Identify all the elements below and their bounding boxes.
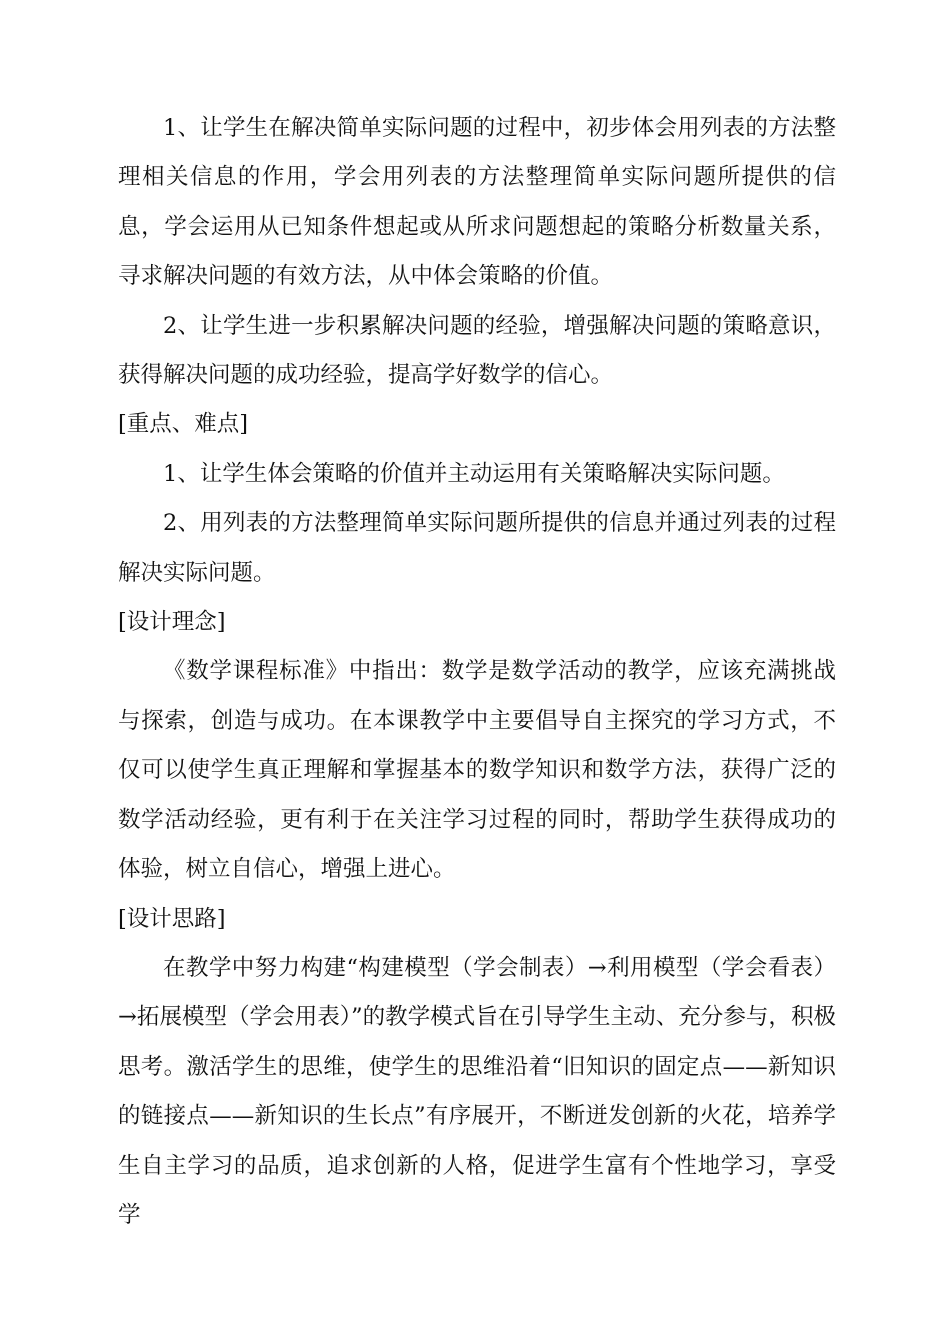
design-concept-heading: [设计理念] — [118, 609, 226, 636]
document-page — [118, 104, 836, 1240]
design-concept-paragraph: 《数学课程标准》中指出：数学是数学活动的教学，应该充满挑战与探索，创造与成功。在本课教学中主要倡导自主探究的学习方式，不仅可以使学生真正理解和掌握基本的数学知识和数学方法，获得广泛的数学活动经验，更有利于在关注学习过程的同时，帮助学生获得成功的体验，树立自信心，增强上进心。 — [118, 658, 836, 883]
design-approach-paragraph: 在教学中努力构建“构建模型（学会制表）→利用模型（学会看表）→拓展模型（学会用表）”的教学模式旨在引导学生主动、充分参与，积极思考。激活学生的思维，使学生的思维沿着“旧知识的固定点——新知识的链接点——新知识的生长点”有序展开，不断迸发创新的火花，培养学生自主学习的品质，追求创新的人格，促进学生富有个性地学习，享受学 — [118, 954, 836, 1228]
key-points-heading: [重点、难点] — [118, 411, 249, 438]
objective-paragraph-2: 2、让学生进一步积累解决问题的经验，增强解决问题的策略意识，获得解决问题的成功经验，提高学好数学的信心。 — [118, 312, 836, 389]
key-point-1: 1、让学生体会策略的价值并主动运用有关策略解决实际问题。 — [163, 460, 785, 487]
objective-paragraph-1: 1、让学生在解决简单实际问题的过程中，初步体会用列表的方法整理相关信息的作用，学会用列表的方法整理简单实际问题所提供的信息，学会运用从已知条件想起或从所求问题想起的策略分析数量关系，寻求解决问题的有效方法，从中体会策略的价值。 — [118, 115, 836, 290]
key-point-2: 2、用列表的方法整理简单实际问题所提供的信息并通过列表的过程解决实际问题。 — [118, 510, 836, 586]
design-approach-heading: [设计思路] — [118, 905, 226, 932]
